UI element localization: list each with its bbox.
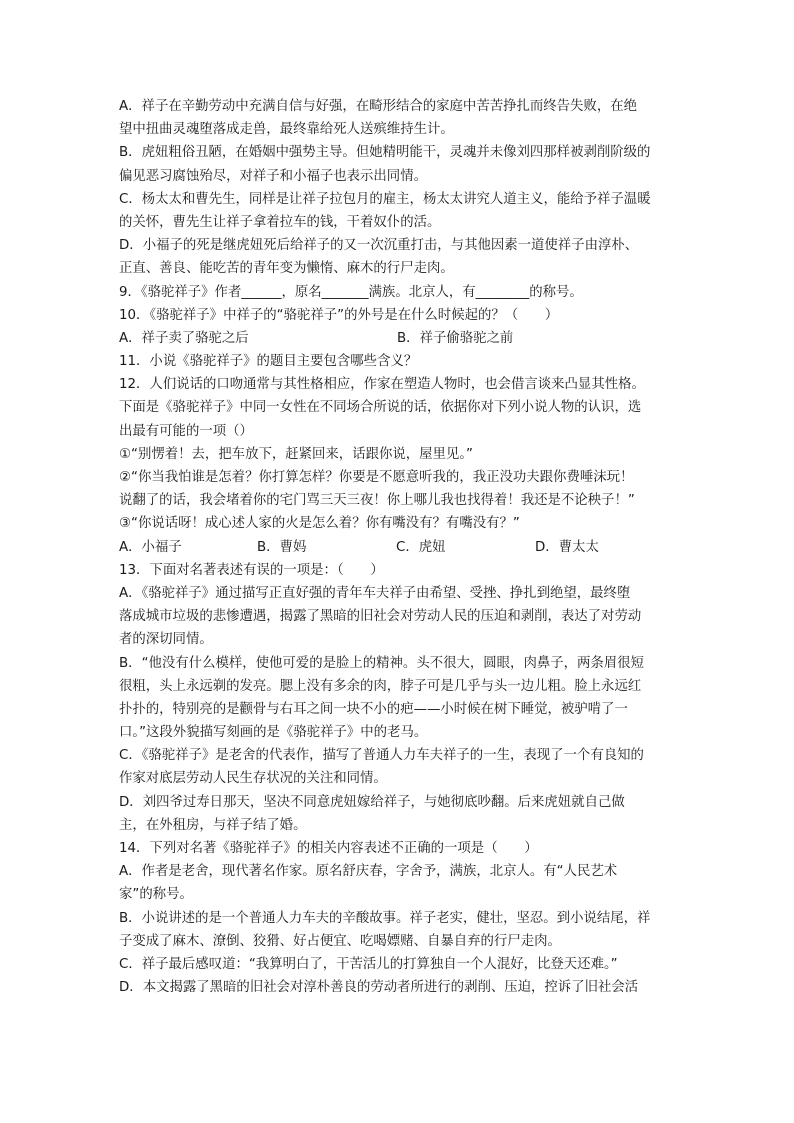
text-line: 口。”这段外貌描写刻画的是《骆驼祥子》中的老马。	[119, 725, 428, 741]
question-11: 11．小说《骆驼祥子》的题目主要包含哪些含义？	[119, 354, 418, 370]
option-c: C．虎妞	[396, 539, 446, 555]
text-line: A．作者是老舍，现代著名作家。原名舒庆春，字舍予，满族，北京人。有“人民艺术	[119, 864, 618, 880]
text-line: D．小福子的死是继虎妞死后给祥子的又一次沉重打击，与其他因素一道使祥子由淳朴、	[119, 238, 639, 254]
text-line: C．祥子最后感叹道：“我算明白了，干苦活儿的打算独自一个人混好，比登天还难。”	[119, 956, 618, 972]
text-line: 下面是《骆驼祥子》中同一女性在不同场合所说的话，依据你对下列小说人物的认识，选	[119, 400, 642, 416]
question-12-options	[119, 536, 704, 559]
question-13: 13．下面对名著表述有误的一项是：（ ）	[119, 562, 384, 578]
option-b: B．祥子偷骆驼之前	[397, 330, 514, 346]
text-line: C．杨太太和曹先生，同样是让祥子拉包月的雇主，杨太太讲究人道主义，能给予祥子温暖	[119, 191, 651, 207]
text-line: B．小说讲述的是一个普通人力车夫的辛酸故事。祥子老实，健壮，坚忍。到小说结尾，祥	[119, 910, 651, 926]
text-line: 望中扭曲灵魂堕落成走兽，最终靠给死人送殡维持生计。	[119, 122, 454, 138]
question-14: 14．下列对名著《骆驼祥子》的相关内容表述不正确的一项是（ ）	[119, 841, 538, 856]
text-line: A．祥子在辛勤劳动中充满自信与好强，在畸形结合的家庭中苦苦挣扎而终告失败，在绝	[119, 99, 638, 114]
question-9: 9．《骆驼祥子》作者______，原名_______满族。北京人，有________的称号。	[119, 284, 583, 300]
text-line: 出最有可能的一项（）	[119, 423, 253, 439]
text-line: 扑扑的，特别亮的是颧骨与右耳之间一块不小的疤——小时候在树下睡觉，被驴啃了一	[119, 701, 628, 717]
option-d: D．曹太太	[535, 539, 599, 555]
option-b: B．曹妈	[257, 539, 307, 555]
quote-2: ②“你当我怕谁是怎着？你打算怎样？你要是不愿意听我的，我正没功夫跟你费唾沫玩！	[119, 470, 634, 485]
question-10: 10．《骆驼祥子》中祥子的“骆驼祥子”的外号是在什么时候起的？（ ）	[119, 307, 559, 323]
text-line: 子变成了麻木、潦倒、狡猾、好占便宜、吃喝嫖赌、自暴自弃的行尸走肉。	[119, 933, 561, 949]
question-12: 12．人们说话的口吻通常与其性格相应，作家在塑造人物时，也会借言谈来凸显其性格。	[119, 377, 645, 393]
text-line: 偏见恶习腐蚀殆尽，对祥子和小福子也表示出同情。	[119, 168, 427, 184]
text-line: 很粗，头上永远剃的发亮。腮上没有多余的肉，脖子可是几乎与头一边儿粗。脸上永远红	[119, 678, 642, 694]
question-10-options	[119, 327, 704, 350]
quote-1: ①“别愣着！去，把车放下，赶紧回来，话跟你说，屋里见。”	[119, 446, 473, 462]
text-line: 作家对底层劳动人民生存状况的关注和同情。	[119, 771, 387, 787]
text-line: 正直、善良、能吃苦的青年变为懒惰、麻木的行尸走肉。	[119, 261, 454, 277]
option-a: A．祥子卖了骆驼之后	[119, 330, 249, 346]
text-line: C．《骆驼祥子》是老舍的代表作，描写了普通人力车夫祥子的一生，表现了一个有良知的	[119, 748, 644, 764]
text-line: D．本文揭露了黑暗的旧社会对淳朴善良的劳动者所进行的剥削、压迫，控诉了旧社会活	[119, 980, 639, 996]
text-line: 说翻了的话，我会堵着你的宅门骂三天三夜！你上哪儿我也找得着！我还是不论秧子！”	[119, 493, 635, 509]
text-line: B．“他没有什么模样，使他可爱的是脸上的精神。头不很大，圆眼，肉鼻子，两条眉很短	[119, 655, 644, 671]
text-line: 者的深切同情。	[119, 632, 213, 648]
option-a: A．小福子	[119, 539, 182, 555]
text-line: D．刘四爷过寿日那天，坚决不同意虎妞嫁给祥子，与她彻底吵翻。后来虎妞就自己做	[119, 794, 625, 810]
text-line: A．《骆驼祥子》通过描写正直好强的青年车夫祥子由希望、受挫、挣扎到绝望，最终堕	[119, 585, 631, 601]
text-line: 落成城市垃圾的悲惨遭遇，揭露了黑暗的旧社会对劳动人民的压迫和剥削，表达了对劳动	[119, 609, 642, 625]
text-line: 主，在外租房，与祥子结了婚。	[119, 817, 307, 833]
text-line: B．虎妞粗俗丑陋，在婚姻中强势主导。但她精明能干，灵魂并未像刘四那样被剥削阶级的	[119, 145, 651, 161]
text-line: 的关怀，曹先生让祥子拿着拉车的钱，干着奴仆的活。	[119, 214, 441, 230]
quote-3: ③“你说话呀！成心述人家的火是怎么着？你有嘴没有？有嘴没有？”	[119, 516, 520, 532]
text-line: 家”的称号。	[119, 887, 193, 903]
